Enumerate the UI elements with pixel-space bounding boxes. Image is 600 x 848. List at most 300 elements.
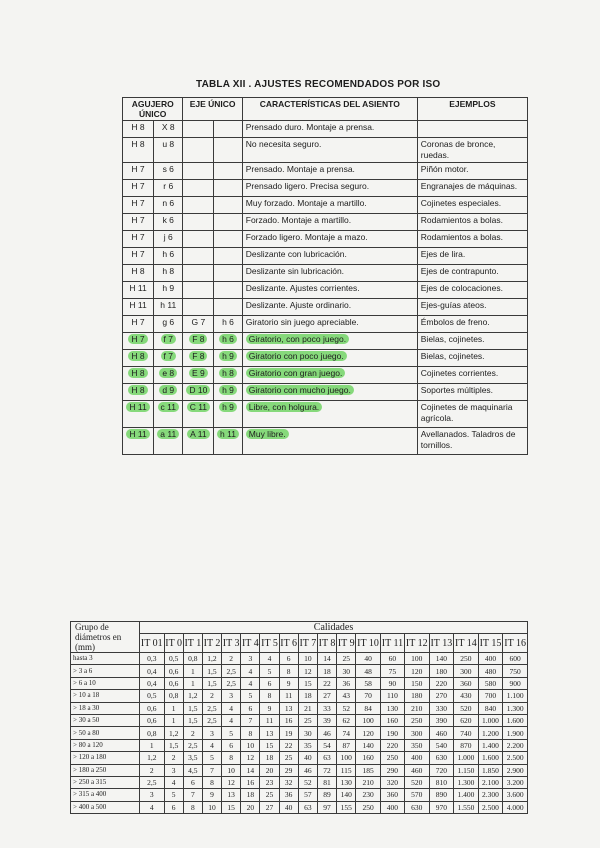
tolerance-value: 0,8 bbox=[164, 690, 183, 702]
tolerance-value: 5 bbox=[202, 752, 221, 764]
hole-basis-hole-text: H 7 bbox=[128, 334, 147, 344]
fit-row bbox=[123, 197, 528, 214]
shaft-basis-hole-text: C 11 bbox=[187, 402, 210, 412]
tolerance-value: 150 bbox=[405, 677, 430, 689]
tolerance-row bbox=[71, 677, 528, 689]
fit-example-text: Émbolos de freno. bbox=[420, 317, 490, 327]
tolerance-value: 30 bbox=[337, 665, 356, 677]
hole-basis-shaft bbox=[154, 214, 183, 231]
tolerance-value: 25 bbox=[298, 714, 317, 726]
tolerance-value: 97 bbox=[317, 801, 336, 813]
tolerance-value: 14 bbox=[241, 764, 260, 776]
tolerance-value: 115 bbox=[337, 764, 356, 776]
fit-example-text: Coronas de bronce, ruedas. bbox=[420, 139, 496, 160]
grade-header: IT 14 bbox=[454, 634, 479, 653]
tolerance-value: 0,4 bbox=[140, 665, 165, 677]
fit-description-text: Giratorio, con poco juego. bbox=[246, 334, 349, 344]
hole-basis-shaft-text: d 9 bbox=[159, 385, 177, 395]
hole-basis-shaft-text: n 6 bbox=[162, 198, 175, 208]
hole-basis-shaft bbox=[154, 248, 183, 265]
fit-example-text: Cojinetes especiales. bbox=[420, 198, 502, 208]
hole-basis-shaft bbox=[154, 299, 183, 316]
fit-example bbox=[417, 350, 527, 367]
fit-row bbox=[123, 231, 528, 248]
tolerance-value: 330 bbox=[429, 702, 454, 714]
tolerance-value: 1 bbox=[183, 677, 202, 689]
tolerance-value: 57 bbox=[298, 789, 317, 801]
hole-basis-shaft bbox=[154, 265, 183, 282]
tolerance-value: 16 bbox=[241, 776, 260, 788]
tolerance-value: 4.000 bbox=[503, 801, 528, 813]
tolerance-value: 20 bbox=[241, 801, 260, 813]
tolerance-value: 700 bbox=[478, 690, 503, 702]
fit-example-text: Ejes de colocaciones. bbox=[420, 283, 503, 293]
tolerance-value: 3,5 bbox=[183, 752, 202, 764]
tolerance-row bbox=[71, 653, 528, 665]
tolerance-value: 12 bbox=[222, 776, 241, 788]
tolerance-value: 10 bbox=[202, 801, 221, 813]
tolerance-value: 1.150 bbox=[454, 764, 479, 776]
hole-basis-hole bbox=[123, 333, 154, 350]
tolerance-value: 1,2 bbox=[140, 752, 165, 764]
tolerance-value: 46 bbox=[298, 764, 317, 776]
tolerance-value: 0,6 bbox=[164, 677, 183, 689]
hole-basis-shaft-text: c 11 bbox=[158, 402, 179, 412]
tolerance-value: 36 bbox=[279, 789, 298, 801]
tolerance-value: 89 bbox=[317, 789, 336, 801]
tolerance-value: 4 bbox=[260, 653, 279, 665]
hole-basis-hole bbox=[123, 138, 154, 163]
hole-basis-hole-text: H 8 bbox=[131, 139, 145, 149]
tolerance-value: 120 bbox=[356, 727, 381, 739]
tolerance-value: 11 bbox=[260, 714, 279, 726]
tolerance-value: 250 bbox=[454, 653, 479, 665]
hole-basis-hole bbox=[123, 367, 154, 384]
tolerance-value: 22 bbox=[317, 677, 336, 689]
shaft-basis-shaft bbox=[214, 121, 243, 138]
grade-header: IT 4 bbox=[241, 634, 260, 653]
tolerance-value: 0,6 bbox=[140, 702, 165, 714]
tolerance-value: 15 bbox=[260, 739, 279, 751]
fits-table bbox=[122, 97, 528, 455]
diameter-group: > 400 a 500 bbox=[71, 801, 140, 813]
hole-basis-hole bbox=[123, 248, 154, 265]
tolerance-value: 1.550 bbox=[454, 801, 479, 813]
shaft-basis-shaft-text: h 6 bbox=[222, 317, 234, 327]
fit-example bbox=[417, 401, 527, 428]
fit-description bbox=[242, 350, 417, 367]
header-ejemplos: EJEMPLOS bbox=[417, 98, 527, 121]
tolerance-value: 630 bbox=[429, 752, 454, 764]
shaft-basis-hole bbox=[183, 401, 214, 428]
fit-description-text: Libre, con holgura. bbox=[246, 402, 322, 412]
shaft-basis-shaft-text: h 8 bbox=[219, 368, 237, 378]
tolerance-value: 10 bbox=[241, 739, 260, 751]
fit-example-text: Cojinetes de maquinaria agrícola. bbox=[420, 402, 513, 423]
fit-example bbox=[417, 163, 527, 180]
grade-header: IT 0 bbox=[164, 634, 183, 653]
tolerance-value: 23 bbox=[260, 776, 279, 788]
tolerance-value: 540 bbox=[429, 739, 454, 751]
shaft-basis-shaft bbox=[214, 384, 243, 401]
hole-basis-hole-text: H 7 bbox=[131, 181, 145, 191]
hole-basis-hole bbox=[123, 231, 154, 248]
tolerance-value: 25 bbox=[260, 789, 279, 801]
fits-body bbox=[123, 121, 528, 455]
tolerance-value: 2.500 bbox=[478, 801, 503, 813]
tolerance-value: 16 bbox=[279, 714, 298, 726]
tolerance-value: 630 bbox=[405, 801, 430, 813]
tolerance-value: 63 bbox=[298, 801, 317, 813]
hole-basis-shaft bbox=[154, 384, 183, 401]
tolerance-value: 4 bbox=[202, 739, 221, 751]
tolerance-header-row bbox=[71, 622, 528, 634]
tolerance-row bbox=[71, 801, 528, 813]
fit-example-text: Ejes-guías ateos. bbox=[420, 300, 487, 310]
hole-basis-hole bbox=[123, 384, 154, 401]
tolerance-value: 74 bbox=[337, 727, 356, 739]
tolerance-value: 290 bbox=[380, 764, 404, 776]
tolerance-value: 8 bbox=[279, 665, 298, 677]
tolerance-value: 160 bbox=[356, 752, 381, 764]
tolerance-value: 120 bbox=[405, 665, 430, 677]
hole-basis-hole-text: H 7 bbox=[131, 249, 145, 259]
shaft-basis-shaft bbox=[214, 138, 243, 163]
fit-description bbox=[242, 299, 417, 316]
fit-description-text: Forzado. Montaje a martillo. bbox=[245, 215, 352, 225]
grade-header: IT 5 bbox=[260, 634, 279, 653]
hole-basis-hole-text: H 8 bbox=[128, 368, 147, 378]
tolerance-value: 5 bbox=[164, 789, 183, 801]
tolerance-value: 35 bbox=[298, 739, 317, 751]
grade-header-row bbox=[71, 634, 528, 653]
tolerance-value: 60 bbox=[380, 653, 404, 665]
fit-description-text: Deslizante con lubricación. bbox=[245, 249, 347, 259]
fit-row bbox=[123, 121, 528, 138]
shaft-basis-shaft bbox=[214, 214, 243, 231]
tolerance-value: 970 bbox=[429, 801, 454, 813]
tolerance-row bbox=[71, 727, 528, 739]
fit-row bbox=[123, 299, 528, 316]
shaft-basis-shaft bbox=[214, 401, 243, 428]
shaft-basis-shaft-text: h 11 bbox=[217, 429, 239, 439]
tolerance-value: 140 bbox=[337, 789, 356, 801]
fit-example bbox=[417, 138, 527, 163]
fit-row bbox=[123, 214, 528, 231]
fit-description-text: Deslizante. Ajustes corrientes. bbox=[245, 283, 360, 293]
fits-header-row bbox=[123, 98, 528, 121]
tolerance-row bbox=[71, 764, 528, 776]
tolerance-value: 3 bbox=[202, 727, 221, 739]
shaft-basis-shaft bbox=[214, 367, 243, 384]
tolerance-value: 2,5 bbox=[183, 739, 202, 751]
shaft-basis-hole bbox=[183, 214, 214, 231]
tolerance-value: 21 bbox=[298, 702, 317, 714]
hole-basis-shaft-text: u 8 bbox=[162, 139, 175, 149]
hole-basis-shaft bbox=[154, 401, 183, 428]
tolerance-value: 1.000 bbox=[454, 752, 479, 764]
hole-basis-shaft-text: j 6 bbox=[163, 232, 173, 242]
tolerance-value: 4 bbox=[241, 677, 260, 689]
tolerance-value: 350 bbox=[405, 739, 430, 751]
fit-description-text: Prensado ligero. Precisa seguro. bbox=[245, 181, 370, 191]
fit-description-text: Prensado duro. Montaje a prensa. bbox=[245, 122, 375, 132]
tolerance-value: 6 bbox=[279, 653, 298, 665]
diameter-group: > 180 a 250 bbox=[71, 764, 140, 776]
tolerance-value: 9 bbox=[202, 789, 221, 801]
tolerance-value: 3 bbox=[140, 789, 165, 801]
tolerance-value: 1,2 bbox=[164, 727, 183, 739]
shaft-basis-shaft-text: h 9 bbox=[219, 351, 237, 361]
tolerance-value: 890 bbox=[429, 789, 454, 801]
shaft-basis-shaft-text: h 6 bbox=[219, 334, 237, 344]
fit-row bbox=[123, 333, 528, 350]
tolerance-value: 1.900 bbox=[503, 727, 528, 739]
shaft-basis-hole-text: E 9 bbox=[189, 368, 208, 378]
tolerance-value: 39 bbox=[317, 714, 336, 726]
tolerance-value: 100 bbox=[405, 653, 430, 665]
hole-basis-shaft bbox=[154, 231, 183, 248]
tolerance-value: 0,4 bbox=[140, 677, 165, 689]
tolerance-value: 18 bbox=[317, 665, 336, 677]
hole-basis-hole-text: H 8 bbox=[128, 385, 147, 395]
diameter-group: > 80 a 120 bbox=[71, 739, 140, 751]
tolerance-value: 58 bbox=[356, 677, 381, 689]
tolerance-value: 75 bbox=[380, 665, 404, 677]
shaft-basis-hole bbox=[183, 316, 214, 333]
tolerance-value: 6 bbox=[222, 739, 241, 751]
tolerance-value: 12 bbox=[241, 752, 260, 764]
fit-row bbox=[123, 282, 528, 299]
tolerance-value: 1 bbox=[164, 702, 183, 714]
grade-header: IT 15 bbox=[478, 634, 503, 653]
tolerance-value: 155 bbox=[337, 801, 356, 813]
fit-description-text: Giratorio sin juego apreciable. bbox=[245, 317, 359, 327]
fit-example bbox=[417, 428, 527, 455]
tolerance-value: 18 bbox=[298, 690, 317, 702]
tolerance-value: 10 bbox=[298, 653, 317, 665]
hole-basis-hole bbox=[123, 121, 154, 138]
tolerance-value: 52 bbox=[337, 702, 356, 714]
fit-description bbox=[242, 384, 417, 401]
tolerance-value: 43 bbox=[337, 690, 356, 702]
tolerance-value: 6 bbox=[241, 702, 260, 714]
group-header: Grupo de diámetros en (mm) bbox=[71, 622, 140, 653]
fit-description bbox=[242, 138, 417, 163]
tolerance-value: 13 bbox=[222, 789, 241, 801]
shaft-basis-shaft bbox=[214, 248, 243, 265]
shaft-basis-shaft-text: h 9 bbox=[219, 385, 237, 395]
tolerance-value: 300 bbox=[405, 727, 430, 739]
tolerance-value: 100 bbox=[337, 752, 356, 764]
tolerance-value: 2.300 bbox=[478, 789, 503, 801]
tolerance-value: 8 bbox=[241, 727, 260, 739]
hole-basis-hole bbox=[123, 197, 154, 214]
grade-header: IT 10 bbox=[356, 634, 381, 653]
hole-basis-shaft bbox=[154, 282, 183, 299]
tolerance-value: 390 bbox=[429, 714, 454, 726]
tolerance-value: 2.200 bbox=[503, 739, 528, 751]
tolerance-value: 3 bbox=[164, 764, 183, 776]
tolerance-value: 230 bbox=[356, 789, 381, 801]
tolerance-value: 360 bbox=[380, 789, 404, 801]
fit-example bbox=[417, 384, 527, 401]
fit-row bbox=[123, 316, 528, 333]
shaft-basis-hole bbox=[183, 197, 214, 214]
tolerance-value: 7 bbox=[241, 714, 260, 726]
tolerance-value: 90 bbox=[380, 677, 404, 689]
tolerance-value: 2.500 bbox=[503, 752, 528, 764]
grade-header: IT 11 bbox=[380, 634, 404, 653]
fit-row bbox=[123, 428, 528, 455]
tolerance-value: 1 bbox=[164, 714, 183, 726]
tolerance-value: 6 bbox=[260, 677, 279, 689]
tolerance-value: 840 bbox=[478, 702, 503, 714]
fit-example-text: Engranajes de máquinas. bbox=[420, 181, 518, 191]
hole-basis-shaft-text: h 11 bbox=[160, 300, 177, 310]
tolerance-value: 250 bbox=[380, 752, 404, 764]
tolerance-value: 72 bbox=[317, 764, 336, 776]
tolerance-value: 54 bbox=[317, 739, 336, 751]
tolerance-value: 1,5 bbox=[183, 714, 202, 726]
grade-header: IT 6 bbox=[279, 634, 298, 653]
tolerance-value: 4 bbox=[222, 702, 241, 714]
tolerance-value: 220 bbox=[429, 677, 454, 689]
tolerance-value: 3.200 bbox=[503, 776, 528, 788]
tolerance-value: 40 bbox=[298, 752, 317, 764]
hole-basis-shaft-text: k 6 bbox=[162, 215, 174, 225]
shaft-basis-shaft bbox=[214, 428, 243, 455]
fit-description bbox=[242, 231, 417, 248]
diameter-group: > 6 a 10 bbox=[71, 677, 140, 689]
tolerance-value: 18 bbox=[260, 752, 279, 764]
tolerance-value: 250 bbox=[356, 801, 381, 813]
fit-description bbox=[242, 401, 417, 428]
fit-example-text: Bielas, cojinetes. bbox=[420, 334, 485, 344]
hole-basis-shaft bbox=[154, 316, 183, 333]
tolerance-value: 460 bbox=[429, 727, 454, 739]
hole-basis-shaft-text: e 8 bbox=[159, 368, 177, 378]
tolerance-value: 210 bbox=[405, 702, 430, 714]
hole-basis-shaft bbox=[154, 121, 183, 138]
fit-description bbox=[242, 214, 417, 231]
shaft-basis-shaft-text: h 9 bbox=[219, 402, 237, 412]
tolerance-value: 0,6 bbox=[140, 714, 165, 726]
hole-basis-shaft bbox=[154, 333, 183, 350]
tolerance-value: 620 bbox=[454, 714, 479, 726]
tolerance-value: 7 bbox=[202, 764, 221, 776]
tolerance-value: 48 bbox=[356, 665, 381, 677]
tolerance-value: 250 bbox=[405, 714, 430, 726]
shaft-basis-hole bbox=[183, 350, 214, 367]
tolerance-value: 4 bbox=[241, 665, 260, 677]
fit-row bbox=[123, 367, 528, 384]
tolerance-row bbox=[71, 789, 528, 801]
fit-example-text: Cojinetes corrientes. bbox=[420, 368, 499, 378]
hole-basis-hole-text: H 8 bbox=[131, 122, 145, 132]
tolerance-value: 0,6 bbox=[164, 665, 183, 677]
tolerance-value: 460 bbox=[405, 764, 430, 776]
tolerance-value: 2 bbox=[164, 752, 183, 764]
hole-basis-shaft bbox=[154, 350, 183, 367]
tolerance-value: 0,8 bbox=[183, 653, 202, 665]
tolerance-value: 2,5 bbox=[140, 776, 165, 788]
diameter-group: > 250 a 315 bbox=[71, 776, 140, 788]
tolerance-value: 40 bbox=[279, 801, 298, 813]
grade-header: IT 12 bbox=[405, 634, 430, 653]
tolerance-value: 1.300 bbox=[503, 702, 528, 714]
shaft-basis-hole-text: F 8 bbox=[189, 334, 207, 344]
tolerance-value: 13 bbox=[260, 727, 279, 739]
tolerance-value: 8 bbox=[222, 752, 241, 764]
hole-basis-hole bbox=[123, 265, 154, 282]
tolerance-value: 130 bbox=[337, 776, 356, 788]
shaft-basis-hole bbox=[183, 163, 214, 180]
fit-example-text: Soportes múltiples. bbox=[420, 385, 494, 395]
hole-basis-hole-text: H 8 bbox=[131, 266, 145, 276]
fit-description-text: Giratorio con poco juego. bbox=[246, 351, 347, 361]
tolerance-value: 870 bbox=[454, 739, 479, 751]
tolerance-value: 30 bbox=[298, 727, 317, 739]
tolerance-value: 3.600 bbox=[503, 789, 528, 801]
tolerance-value: 1.600 bbox=[478, 752, 503, 764]
tolerance-value: 2 bbox=[183, 727, 202, 739]
fit-example bbox=[417, 231, 527, 248]
hole-basis-shaft bbox=[154, 180, 183, 197]
tolerance-row bbox=[71, 739, 528, 751]
tolerance-value: 18 bbox=[241, 789, 260, 801]
grade-header: IT 01 bbox=[140, 634, 165, 653]
tolerance-value: 740 bbox=[454, 727, 479, 739]
hole-basis-hole bbox=[123, 163, 154, 180]
page-title: TABLA XII . AJUSTES RECOMENDADOS POR ISO bbox=[196, 79, 441, 90]
tolerance-value: 130 bbox=[380, 702, 404, 714]
tolerance-value: 0,3 bbox=[140, 653, 165, 665]
hole-basis-hole-text: H 7 bbox=[131, 164, 145, 174]
tolerance-value: 1 bbox=[183, 665, 202, 677]
tolerance-value: 520 bbox=[405, 776, 430, 788]
tolerance-value: 400 bbox=[478, 653, 503, 665]
fit-example-text: Bielas, cojinetes. bbox=[420, 351, 485, 361]
tolerance-value: 1.600 bbox=[503, 714, 528, 726]
shaft-basis-hole bbox=[183, 121, 214, 138]
tolerance-value: 520 bbox=[454, 702, 479, 714]
hole-basis-hole bbox=[123, 428, 154, 455]
tolerance-value: 1,5 bbox=[183, 702, 202, 714]
shaft-basis-shaft bbox=[214, 333, 243, 350]
fit-description-text: Prensado. Montaje a prensa. bbox=[245, 164, 355, 174]
tolerance-value: 7 bbox=[183, 789, 202, 801]
fit-description bbox=[242, 121, 417, 138]
tolerance-value: 1,5 bbox=[164, 739, 183, 751]
tolerance-value: 3 bbox=[222, 690, 241, 702]
tolerance-value: 1.400 bbox=[478, 739, 503, 751]
diameter-group: > 315 a 400 bbox=[71, 789, 140, 801]
fit-example-text: Avellanados. Taladros de tornillos. bbox=[420, 429, 516, 450]
hole-basis-hole-text: H 11 bbox=[129, 283, 147, 293]
shaft-basis-shaft bbox=[214, 299, 243, 316]
tolerance-value: 29 bbox=[279, 764, 298, 776]
fit-example bbox=[417, 197, 527, 214]
tolerance-value: 70 bbox=[356, 690, 381, 702]
fit-row bbox=[123, 163, 528, 180]
tolerance-value: 185 bbox=[356, 764, 381, 776]
hole-basis-hole-text: H 7 bbox=[131, 232, 145, 242]
fit-row bbox=[123, 180, 528, 197]
fit-row bbox=[123, 384, 528, 401]
fit-description bbox=[242, 316, 417, 333]
fit-description bbox=[242, 367, 417, 384]
